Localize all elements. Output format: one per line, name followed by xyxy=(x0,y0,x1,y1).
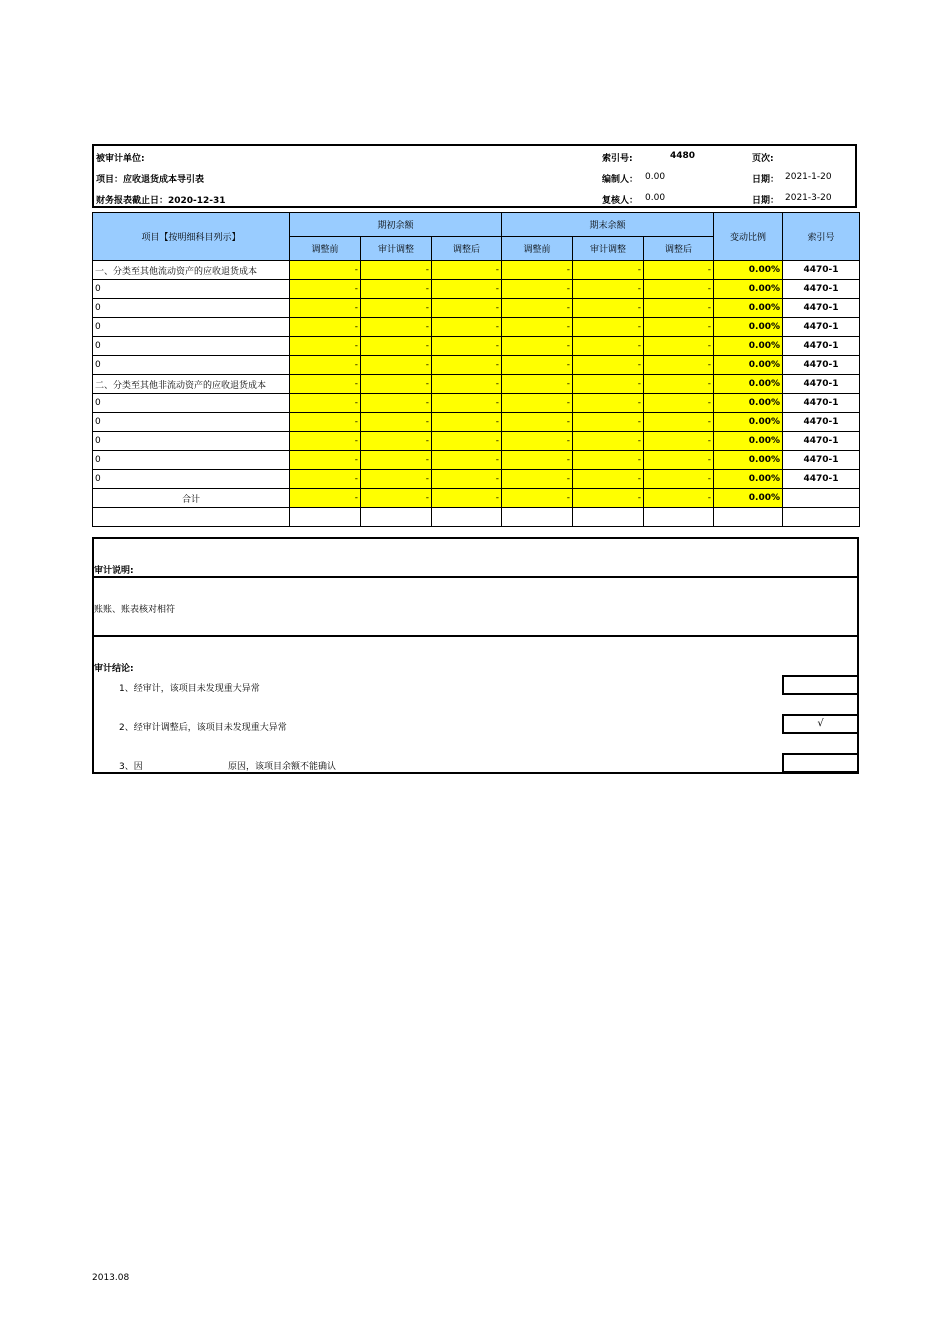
amount-cell[interactable]: - xyxy=(432,337,502,356)
amount-cell[interactable]: - xyxy=(644,432,714,451)
index-cell: 4470-1 xyxy=(783,299,860,318)
change-ratio-cell: 0.00% xyxy=(714,356,783,375)
amount-cell[interactable]: - xyxy=(361,394,432,413)
amount-cell[interactable]: - xyxy=(644,337,714,356)
change-ratio-cell: 0.00% xyxy=(714,375,783,394)
row-label: 0 xyxy=(93,280,290,299)
row-label: 一、分类至其他流动资产的应收退货成本 xyxy=(93,261,290,280)
row-label: 0 xyxy=(93,432,290,451)
total-row xyxy=(93,489,860,508)
table-row xyxy=(93,470,860,489)
amount-cell[interactable]: - xyxy=(573,470,644,489)
amount-cell[interactable]: - xyxy=(644,356,714,375)
change-ratio-cell: 0.00% xyxy=(714,470,783,489)
blank-cell xyxy=(714,508,783,527)
sub-header: 调整前 xyxy=(502,237,573,261)
index-header: 索引号 xyxy=(783,213,860,261)
amount-cell[interactable]: - xyxy=(432,489,502,508)
change-ratio-cell: 0.00% xyxy=(714,261,783,280)
blank-row xyxy=(93,508,860,527)
conclusion-label: 审计结论: xyxy=(94,664,134,674)
blank-cell xyxy=(432,508,502,527)
change-ratio-cell: 0.00% xyxy=(714,394,783,413)
index-cell: 4470-1 xyxy=(783,318,860,337)
table-row xyxy=(93,318,860,337)
conclusion-1-checkbox[interactable] xyxy=(782,675,859,695)
amount-cell[interactable]: - xyxy=(290,489,361,508)
amount-cell[interactable]: - xyxy=(502,375,573,394)
amount-cell[interactable]: - xyxy=(644,261,714,280)
conclusion-1: 1、经审计，该项目未发现重大异常 xyxy=(119,684,260,694)
amount-cell[interactable]: - xyxy=(502,318,573,337)
explain-text: 账账、账表核对相符 xyxy=(94,605,176,615)
amount-cell[interactable]: - xyxy=(644,280,714,299)
amount-cell[interactable]: - xyxy=(290,261,361,280)
amount-cell[interactable]: - xyxy=(290,451,361,470)
blank-cell xyxy=(93,508,290,527)
row-label: 合计 xyxy=(93,489,290,508)
blank-cell xyxy=(573,508,644,527)
amount-cell[interactable]: - xyxy=(573,394,644,413)
opening-group-header: 期初余额 xyxy=(290,213,502,237)
blank-cell xyxy=(361,508,432,527)
balance-table xyxy=(92,212,860,527)
sub-header: 调整前 xyxy=(290,237,361,261)
explain-label: 审计说明: xyxy=(94,566,134,576)
amount-cell[interactable]: - xyxy=(644,451,714,470)
amount-cell[interactable]: - xyxy=(290,432,361,451)
amount-cell[interactable]: - xyxy=(290,394,361,413)
change-ratio-cell: 0.00% xyxy=(714,413,783,432)
blank-cell xyxy=(502,508,573,527)
change-ratio-cell: 0.00% xyxy=(714,299,783,318)
preparer-value: 0.00 xyxy=(645,172,666,182)
amount-cell[interactable]: - xyxy=(573,413,644,432)
amount-cell[interactable]: - xyxy=(644,394,714,413)
amount-cell[interactable]: - xyxy=(502,394,573,413)
change-ratio-cell: 0.00% xyxy=(714,451,783,470)
index-cell: 4470-1 xyxy=(783,375,860,394)
amount-cell[interactable]: - xyxy=(432,451,502,470)
index-cell: 4470-1 xyxy=(783,356,860,375)
table-row xyxy=(93,356,860,375)
amount-cell[interactable]: - xyxy=(290,299,361,318)
period-label: 财务报表截止日：2020-12-31 xyxy=(96,196,226,206)
index-cell: 4470-1 xyxy=(783,394,860,413)
conclusion-2: 2、经审计调整后，该项目未发现重大异常 xyxy=(119,723,287,733)
amount-cell[interactable]: - xyxy=(432,375,502,394)
amount-cell[interactable]: - xyxy=(361,470,432,489)
amount-cell[interactable]: - xyxy=(290,337,361,356)
amount-cell[interactable]: - xyxy=(502,470,573,489)
amount-cell[interactable]: - xyxy=(432,356,502,375)
explain-text-block xyxy=(92,576,859,637)
index-cell: 4470-1 xyxy=(783,280,860,299)
amount-cell[interactable]: - xyxy=(432,318,502,337)
index-cell: 4470-1 xyxy=(783,451,860,470)
row-label: 二、分类至其他非流动资产的应收退货成本 xyxy=(93,375,290,394)
table-row xyxy=(93,280,860,299)
amount-cell[interactable]: - xyxy=(502,432,573,451)
blank-cell xyxy=(290,508,361,527)
page-label: 页次: xyxy=(752,154,774,164)
amount-cell[interactable]: - xyxy=(502,299,573,318)
index-cell xyxy=(783,489,860,508)
sub-header: 审计调整 xyxy=(573,237,644,261)
amount-cell[interactable]: - xyxy=(573,337,644,356)
table-row xyxy=(93,432,860,451)
date1-label: 日期： xyxy=(752,175,780,185)
amount-cell[interactable]: - xyxy=(573,451,644,470)
table-row xyxy=(93,413,860,432)
row-label: 0 xyxy=(93,299,290,318)
amount-cell[interactable]: - xyxy=(361,489,432,508)
table-row xyxy=(93,394,860,413)
row-label: 0 xyxy=(93,356,290,375)
closing-group-header: 期末余额 xyxy=(502,213,714,237)
amount-cell[interactable]: - xyxy=(502,489,573,508)
amount-cell[interactable]: - xyxy=(361,318,432,337)
amount-cell[interactable]: - xyxy=(432,394,502,413)
preparer-label: 编制人： xyxy=(602,175,639,185)
index-cell: 4470-1 xyxy=(783,470,860,489)
amount-cell[interactable]: - xyxy=(432,299,502,318)
amount-cell[interactable]: - xyxy=(361,375,432,394)
amount-cell[interactable]: - xyxy=(502,280,573,299)
amount-cell[interactable]: - xyxy=(573,356,644,375)
blank-cell xyxy=(783,508,860,527)
row-label: 0 xyxy=(93,337,290,356)
amount-cell[interactable]: - xyxy=(432,280,502,299)
sub-header: 调整后 xyxy=(644,237,714,261)
col-item-header: 项目【按明细科目列示】 xyxy=(93,213,290,261)
amount-cell[interactable]: - xyxy=(361,299,432,318)
index-cell: 4470-1 xyxy=(783,261,860,280)
audit-explain-block xyxy=(92,537,859,578)
amount-cell[interactable]: - xyxy=(502,261,573,280)
table-row xyxy=(93,261,860,280)
amount-cell[interactable]: - xyxy=(644,299,714,318)
amount-cell[interactable]: - xyxy=(644,413,714,432)
amount-cell[interactable]: - xyxy=(290,375,361,394)
index-label: 索引号: xyxy=(602,154,633,164)
sub-header: 审计调整 xyxy=(361,237,432,261)
amount-cell[interactable]: - xyxy=(502,413,573,432)
row-label: 0 xyxy=(93,470,290,489)
reviewer-value: 0.00 xyxy=(645,193,666,203)
row-label: 0 xyxy=(93,451,290,470)
conclusion-3a: 3、因 xyxy=(119,762,143,772)
amount-cell[interactable]: - xyxy=(644,489,714,508)
change-ratio-cell: 0.00% xyxy=(714,337,783,356)
date1-value: 2021-1-20 xyxy=(785,172,832,182)
change-ratio-cell: 0.00% xyxy=(714,280,783,299)
conclusion-3b: 原因，该项目余额不能确认 xyxy=(228,762,337,772)
amount-cell[interactable]: - xyxy=(573,299,644,318)
date2-label: 日期： xyxy=(752,196,780,206)
date2-value: 2021-3-20 xyxy=(785,193,832,203)
amount-cell[interactable]: - xyxy=(290,280,361,299)
row-label: 0 xyxy=(93,413,290,432)
amount-cell[interactable]: - xyxy=(573,489,644,508)
reviewer-label: 复核人： xyxy=(602,196,639,206)
index-cell: 4470-1 xyxy=(783,432,860,451)
auditee-label: 被审计单位: xyxy=(96,154,145,164)
index-cell: 4470-1 xyxy=(783,413,860,432)
row-label: 0 xyxy=(93,394,290,413)
amount-cell[interactable]: - xyxy=(361,413,432,432)
index-value: 4480 xyxy=(670,151,696,161)
amount-cell[interactable]: - xyxy=(573,318,644,337)
conclusion-2-checkbox[interactable]: √ xyxy=(782,714,859,734)
table-row xyxy=(93,451,860,470)
table-row xyxy=(93,299,860,318)
amount-cell[interactable]: - xyxy=(502,337,573,356)
footer-version: 2013.08 xyxy=(92,1273,130,1283)
amount-cell[interactable]: - xyxy=(502,451,573,470)
amount-cell[interactable]: - xyxy=(502,356,573,375)
amount-cell[interactable]: - xyxy=(573,432,644,451)
amount-cell[interactable]: - xyxy=(432,261,502,280)
amount-cell[interactable]: - xyxy=(290,318,361,337)
amount-cell[interactable]: - xyxy=(290,470,361,489)
amount-cell[interactable]: - xyxy=(361,280,432,299)
table-row xyxy=(93,375,860,394)
blank-cell xyxy=(644,508,714,527)
amount-cell[interactable]: - xyxy=(361,261,432,280)
amount-cell[interactable]: - xyxy=(573,375,644,394)
amount-cell[interactable]: - xyxy=(432,470,502,489)
amount-cell[interactable]: - xyxy=(361,337,432,356)
amount-cell[interactable]: - xyxy=(432,432,502,451)
amount-cell[interactable]: - xyxy=(573,280,644,299)
amount-cell[interactable]: - xyxy=(644,375,714,394)
change-ratio-cell: 0.00% xyxy=(714,318,783,337)
header-block xyxy=(92,144,857,208)
row-label: 0 xyxy=(93,318,290,337)
index-cell: 4470-1 xyxy=(783,337,860,356)
amount-cell[interactable]: - xyxy=(361,432,432,451)
change-ratio-cell: 0.00% xyxy=(714,489,783,508)
amount-cell[interactable]: - xyxy=(432,413,502,432)
amount-cell[interactable]: - xyxy=(573,261,644,280)
change-ratio-cell: 0.00% xyxy=(714,432,783,451)
amount-cell[interactable]: - xyxy=(361,356,432,375)
amount-cell[interactable]: - xyxy=(644,318,714,337)
change-header: 变动比例 xyxy=(714,213,783,261)
amount-cell[interactable]: - xyxy=(290,356,361,375)
amount-cell[interactable]: - xyxy=(644,470,714,489)
amount-cell[interactable]: - xyxy=(290,413,361,432)
conclusion-3-checkbox[interactable] xyxy=(782,753,859,773)
conclusion-block xyxy=(92,635,859,774)
amount-cell[interactable]: - xyxy=(361,451,432,470)
project-label: 项目：应收退货成本导引表 xyxy=(96,175,205,185)
sub-header: 调整后 xyxy=(432,237,502,261)
table-row xyxy=(93,337,860,356)
